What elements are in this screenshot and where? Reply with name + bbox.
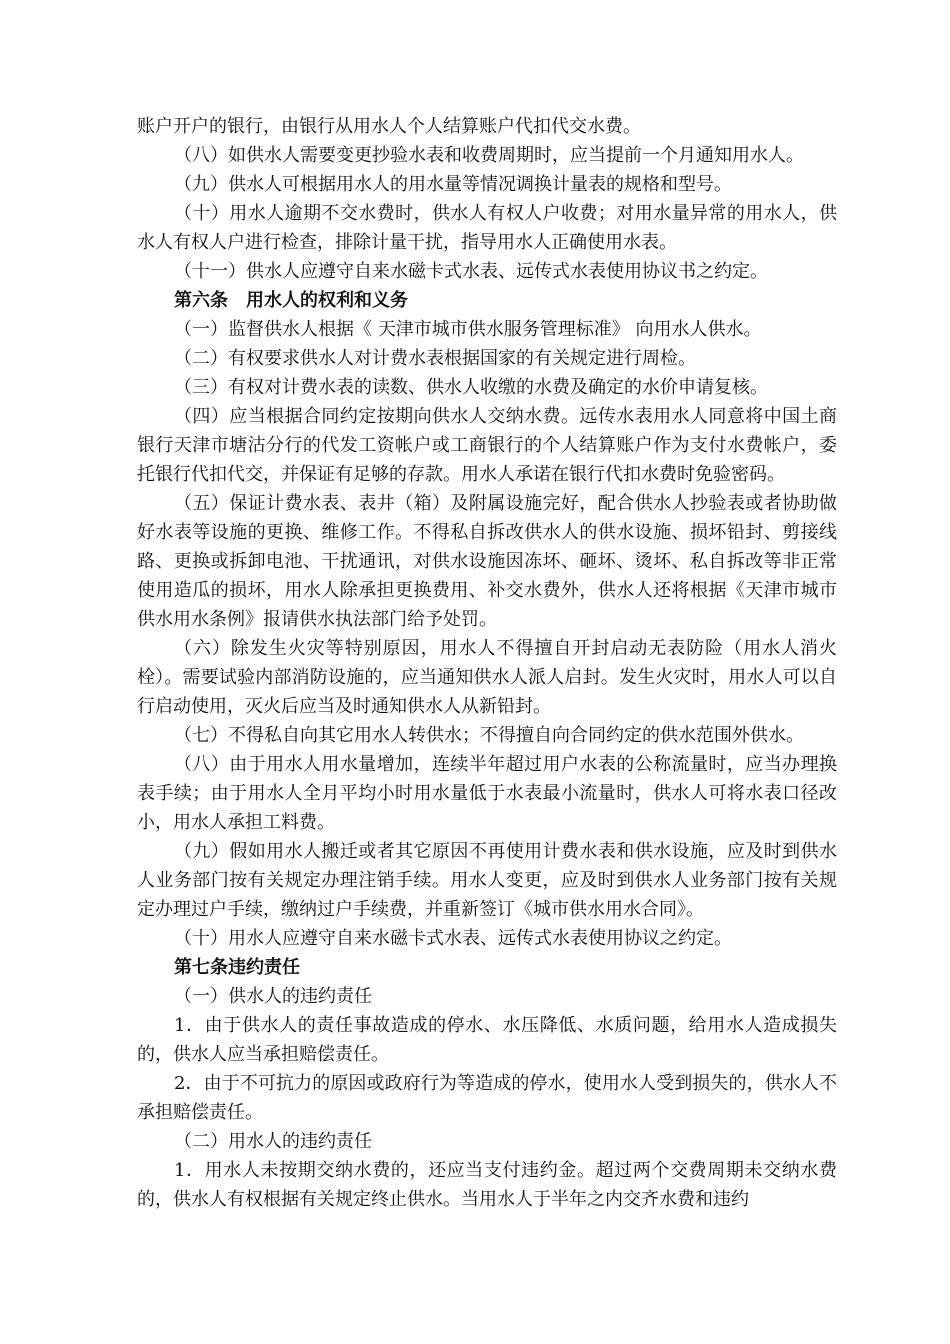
paragraph: （六）除发生火灾等特别原因，用水人不得擅自开封启动无表防险（用水人消火栓）。需要试验内部消防设施的，应当通知供水人派人启封。发生火灾时，用水人可以自行启动使用，灭火后应当及时通知供水人从新铅封。	[137, 638, 837, 717]
paragraph: 1．用水人未按期交纳水费的，还应当支付违约金。超过两个交费周期未交纳水费的，供水人有权根据有关规定终止供水。当用水人于半年之内交齐水费和违约	[137, 1160, 837, 1210]
paragraph: （九）供水人可根据用水人的用水量等情况调换计量表的规格和型号。	[174, 174, 732, 195]
paragraph: （五）保证计费水表、表井（箱）及附属设施完好，配合供水人抄验表或者协助做好水表等设施的更换、维修工作。不得私自拆改供水人的供水设施、损坏铅封、剪接线路、更换或拆卸电池、干扰通讯，对供水设施因冻坏、砸坏、烫坏、私自拆改等非正常使用造瓜的损坏，用水人除承担更换费用、补交水费外，供水人还将根据《天津市城市供水用水条例》报请供水执法部门给予处罚。	[137, 493, 837, 630]
paragraph: 1．由于供水人的责任事故造成的停水、水压降低、水质问题，给用水人造成损失的，供水人应当承担赔偿责任。	[137, 1015, 837, 1065]
paragraph: （三）有权对计费水表的读数、供水人收缴的水费及确定的水价申请复核。	[174, 377, 768, 398]
paragraph: （八）由于用水人用水量增加，连续半年超过用户水表的公称流量时，应当办理换表手续；由于用水人全月平均小时用水量低于水表最小流量时，供水人可将水表口径改小，用水人承担工料费。	[137, 754, 837, 833]
section-heading: 第七条违约责任	[174, 957, 300, 978]
paragraph: （一）供水人的违约责任	[174, 986, 372, 1007]
paragraph: （十一）供水人应遵守自来水磁卡式水表、远传式水表使用协议书之约定。	[174, 261, 768, 282]
paragraph: （七）不得私自向其它用水人转供水；不得擅自向合同约定的供水范围外供水。	[174, 725, 804, 746]
paragraph: （一）监督供水人根据《 天津市城市供水服务管理标准》 向用水人供水。	[174, 319, 762, 340]
paragraph: （十）用水人逾期不交水费时，供水人有权人户收费；对用水量异常的用水人，供水人有权人户进行检查，排除计量干扰，指导用水人正确使用水表。	[137, 203, 837, 253]
paragraph: （十）用水人应遵守自来水磁卡式水表、远传式水表使用协议之约定。	[174, 928, 732, 949]
paragraph: （二）用水人的违约责任	[174, 1131, 372, 1152]
paragraph: （九）假如用水人搬迁或者其它原因不再使用计费水表和供水设施，应及时到供水人业务部门按有关规定办理注销手续。用水人变更，应及时到供水人业务部门按有关规定办理过户手续，缴纳过户手续费，并重新签订《城市供水用水合同》。	[137, 841, 837, 920]
paragraph: 账户开户的银行，由银行从用水人个人结算账户代扣代交水费。	[137, 116, 641, 137]
section-heading: 第六条 用水人的权利和义务	[174, 290, 408, 311]
paragraph: （四）应当根据合同约定按期向供水人交纳水费。远传水表用水人同意将中国土商银行天津市塘沽分行的代发工资帐户或工商银行的个人结算账户作为支付水费帐户，委托银行代扣代交，并保证有足够的存款。用水人承诺在银行代扣水费时免验密码。	[137, 406, 837, 485]
paragraph: （二）有权要求供水人对计费水表根据国家的有关规定进行周检。	[174, 348, 696, 369]
document-body	[137, 112, 837, 1214]
paragraph: 2．由于不可抗力的原因或政府行为等造成的停水，使用水人受到损失的，供水人不承担赔偿责任。	[137, 1073, 837, 1123]
paragraph: （八）如供水人需要变更抄验水表和收费周期时，应当提前一个月通知用水人。	[174, 145, 804, 166]
